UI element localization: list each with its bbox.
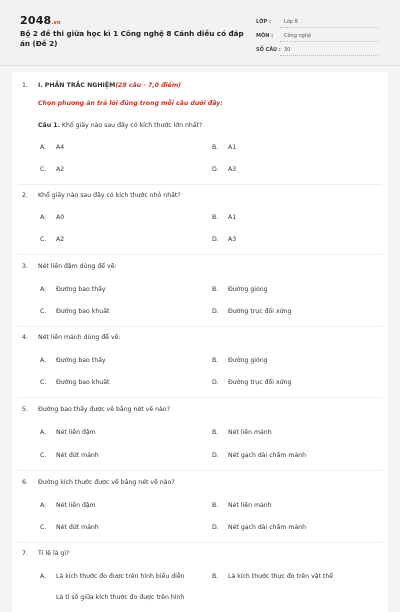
question-number: 7. (22, 550, 28, 557)
meta-question-count (256, 44, 378, 56)
option-b[interactable]: Là kích thước thực đo trên vật thể (228, 573, 334, 580)
option-letter: C. (40, 166, 47, 173)
question-number: 3. (22, 263, 28, 270)
divider (18, 326, 382, 327)
meta-grade (256, 16, 378, 28)
option-c[interactable]: Đường bao khuất (56, 308, 110, 315)
option-b[interactable]: Đường gióng (228, 286, 268, 293)
exam-header (0, 0, 400, 66)
option-c[interactable]: Là tỉ số giữa kích thước đo được trên hình (56, 594, 185, 601)
question-list (12, 72, 388, 612)
divider (18, 254, 382, 255)
section-title (38, 82, 181, 90)
meta-underline (280, 55, 378, 56)
option-letter: D. (212, 524, 219, 531)
option-letter: B. (212, 573, 219, 580)
option-d[interactable]: Nét gạch dài chấm mảnh (228, 452, 307, 459)
site-logo[interactable] (20, 14, 61, 27)
option-b[interactable]: Nét liền mảnh (228, 429, 272, 436)
option-letter: B. (212, 429, 219, 436)
option-letter: A. (40, 573, 47, 580)
option-c[interactable]: Nét đứt mảnh (56, 452, 99, 459)
question-text: Nét liền đậm dùng để vẽ: (38, 263, 117, 270)
option-letter: B. (212, 502, 219, 509)
option-a[interactable]: A4 (56, 144, 65, 151)
question-number: 6. (22, 479, 28, 486)
question-text: Khổ giấy nào sau đây có kích thước nhỏ nhất? (38, 192, 181, 199)
question-number: 2. (22, 192, 28, 199)
option-letter: A. (40, 214, 47, 221)
option-d[interactable]: Đường trục đối xứng (228, 308, 292, 315)
meta-underline (280, 41, 378, 42)
option-letter: C. (40, 236, 47, 243)
section-instruction: Chọn phương án trả lời đúng trong mỗi câu dưới đây: (38, 100, 223, 107)
question-number: 5. (22, 406, 28, 413)
option-d[interactable]: Đường trục đối xứng (228, 379, 292, 386)
option-a[interactable]: A0 (56, 214, 65, 221)
option-letter: D. (212, 379, 219, 386)
meta-key: SỐ CÂU : (256, 47, 281, 53)
meta-key: MÔN : (256, 33, 274, 39)
option-letter: D. (212, 236, 219, 243)
option-letter: A. (40, 429, 47, 436)
question-text: Đường bao thấy được vẽ bằng nét vẽ nào? (38, 406, 170, 413)
question-label: Câu 1. (38, 122, 60, 129)
divider (18, 470, 382, 471)
divider (18, 184, 382, 185)
option-b[interactable]: Nét liền mảnh (228, 502, 272, 509)
option-letter: A. (40, 144, 47, 151)
option-letter: D. (212, 166, 219, 173)
option-letter: A. (40, 357, 47, 364)
section-title-text: I. PHẦN TRẮC NGHIỆM (38, 82, 116, 89)
option-b[interactable]: A1 (228, 214, 237, 221)
option-letter: B. (212, 144, 219, 151)
option-a[interactable]: Đường bao thấy (56, 357, 106, 364)
question-number: 1. (22, 82, 28, 89)
section-score: (28 câu - 7,0 điểm) (115, 82, 182, 89)
question-text: Đường kích thước được vẽ bằng nét vẽ nào? (38, 479, 175, 486)
exam-title: Bộ 2 đề thi giữa học kì 1 Công nghệ 8 Cánh diều có đáp án (Đề 2) (20, 29, 244, 48)
option-d[interactable]: A3 (228, 166, 237, 173)
divider (18, 542, 382, 543)
meta-key: LỚP : (256, 19, 271, 25)
meta-value: Công nghệ (284, 33, 312, 39)
question-text: Nét liền mảnh dùng để vẽ: (38, 334, 121, 341)
question-1-text (38, 122, 202, 130)
option-c[interactable]: Nét đứt mảnh (56, 524, 99, 531)
option-letter: B. (212, 286, 219, 293)
option-b[interactable]: A1 (228, 144, 237, 151)
option-letter: C. (40, 452, 47, 459)
option-a[interactable]: Nét liền đậm (56, 502, 96, 509)
option-letter: A. (40, 286, 47, 293)
option-c[interactable]: A2 (56, 166, 65, 173)
option-letter: D. (212, 452, 219, 459)
option-letter: C. (40, 308, 47, 315)
option-letter: D. (212, 308, 219, 315)
option-d[interactable]: Nét gạch dài chấm mảnh (228, 524, 307, 531)
question-number: 4. (22, 334, 28, 341)
option-c[interactable]: Đường bao khuất (56, 379, 110, 386)
logo-text: 2048 (20, 14, 52, 27)
option-a[interactable]: Là kích thước đo được trên hình biểu diễn (56, 573, 185, 580)
meta-subject (256, 30, 378, 42)
meta-value: Lớp 8 (284, 19, 298, 25)
option-letter: C. (40, 379, 47, 386)
option-d[interactable]: A3 (228, 236, 237, 243)
option-letter: C. (40, 524, 47, 531)
option-b[interactable]: Đường gióng (228, 357, 268, 364)
option-c[interactable]: A2 (56, 236, 65, 243)
meta-value: 30 (284, 47, 291, 53)
question-text: Khổ giấy nào sau đây có kích thước lớn nhất? (61, 122, 203, 129)
option-letter: B. (212, 357, 219, 364)
logo-suffix: .vn (51, 20, 61, 26)
divider (18, 397, 382, 398)
question-text: Tỉ lệ là gì? (38, 550, 70, 557)
option-a[interactable]: Nét liền đậm (56, 429, 96, 436)
option-a[interactable]: Đường bao thấy (56, 286, 106, 293)
option-letter: B. (212, 214, 219, 221)
meta-underline (280, 27, 378, 28)
option-letter: A. (40, 502, 47, 509)
